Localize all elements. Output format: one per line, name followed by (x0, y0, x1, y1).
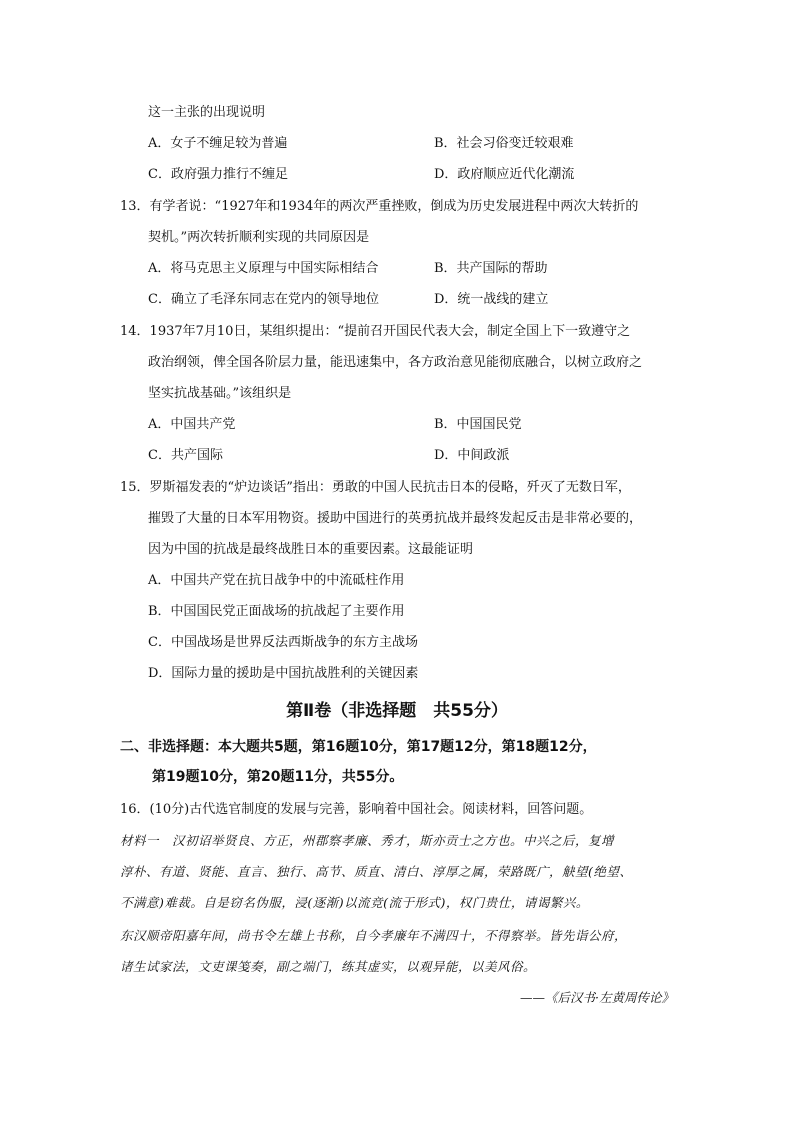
q13-stem-line1: 13．有学者说：“1927年和1934年的两次严重挫败，倒成为历史发展进程中两次大转折的 (120, 199, 639, 214)
q13-option-a: A．将马克思主义原理与中国实际相结合 (148, 261, 379, 276)
section-2-title: 第Ⅱ卷（非选择题 共55分） (286, 701, 508, 721)
q16-stem: 16．(10分)古代选官制度的发展与完善，影响着中国社会。阅读材料，回答问题。 (120, 802, 593, 817)
section-2-heading-line1: 二、非选择题：本大题共5题，第16题10分，第17题12分，第18题12分， (120, 739, 597, 755)
q15-option-a: A．中国共产党在抗日战争中的中流砥柱作用 (148, 573, 405, 588)
q12-option-b: B．社会习俗变迁较艰难 (434, 136, 574, 151)
q14-stem-line3: 坚实抗战基础。”该组织是 (148, 386, 292, 401)
q12-option-c: C．政府强力推行不缠足 (148, 167, 288, 182)
q13-option-b: B．共产国际的帮助 (434, 261, 548, 276)
q13-option-c: C．确立了毛泽东同志在党内的领导地位 (148, 292, 379, 307)
q14-stem-line2: 政治纲领，俾全国各阶层力量，能迅速集中，各方政治意见能彻底融合，以树立政府之 (148, 355, 643, 370)
section-2-heading-line2: 第19题10分，第20题11分，共55分。 (152, 769, 404, 785)
q12-option-a: A．女子不缠足较为普遍 (148, 136, 288, 151)
q15-stem-line1: 15．罗斯福发表的“炉边谈话”指出：勇敢的中国人民抗击日本的侵略，歼灭了无数日军， (120, 480, 631, 495)
q15-option-c: C．中国战场是世界反法西斯战争的东方主战场 (148, 635, 418, 650)
q16-material1-line2: 淳朴、有道、贤能、直言、独行、高节、质直、清白、淳厚之属，荣路既广，觖望(绝望、 (120, 864, 633, 879)
q14-option-a: A．中国共产党 (148, 417, 236, 432)
q14-stem-line1: 14．1937年7月10日，某组织提出：“提前召开国民代表大会，制定全国上下一致遵守之 (120, 324, 631, 339)
q16-material1-line3: 不满意)难裁。自是窃名伪服，浸(逐渐)以流竞(流于形式)，权门贵仕，请谒繁兴。 (120, 895, 589, 910)
q14-option-d: D．中间政派 (434, 448, 510, 463)
q12-stem-tail: 这一主张的出现说明 (148, 105, 266, 120)
q16-source-citation: ——《后汉书·左黄周传论》 (520, 990, 674, 1005)
q16-material1-line4: 东汉顺帝阳嘉年间，尚书令左雄上书称，自今孝廉年不满四十，不得察举。皆先诣公府， (120, 928, 628, 943)
q12-option-d: D．政府顺应近代化潮流 (434, 167, 575, 182)
q14-option-c: C．共产国际 (148, 448, 223, 463)
q13-stem-line2: 契机。”两次转折顺利实现的共同原因是 (148, 230, 370, 245)
q15-option-d: D．国际力量的援助是中国抗战胜利的关键因素 (148, 666, 419, 681)
q14-option-b: B．中国国民党 (434, 417, 522, 432)
q16-material1-line1: 材料一 汉初诏举贤良、方正，州郡察孝廉、秀才，斯亦贡士之方也。中兴之后，复增 (120, 833, 615, 848)
q16-material1-line5: 诸生试家法，文吏课笺奏，副之端门，练其虚实，以观异能，以美风俗。 (120, 959, 537, 974)
q15-stem-line2: 摧毁了大量的日本军用物资。援助中国进行的英勇抗战并最终发起反击是非常必要的， (148, 511, 643, 526)
q15-stem-line3: 因为中国的抗战是最终战胜日本的重要因素。这最能证明 (148, 542, 474, 557)
q15-option-b: B．中国国民党正面战场的抗战起了主要作用 (148, 604, 405, 619)
q13-option-d: D．统一战线的建立 (434, 292, 549, 307)
